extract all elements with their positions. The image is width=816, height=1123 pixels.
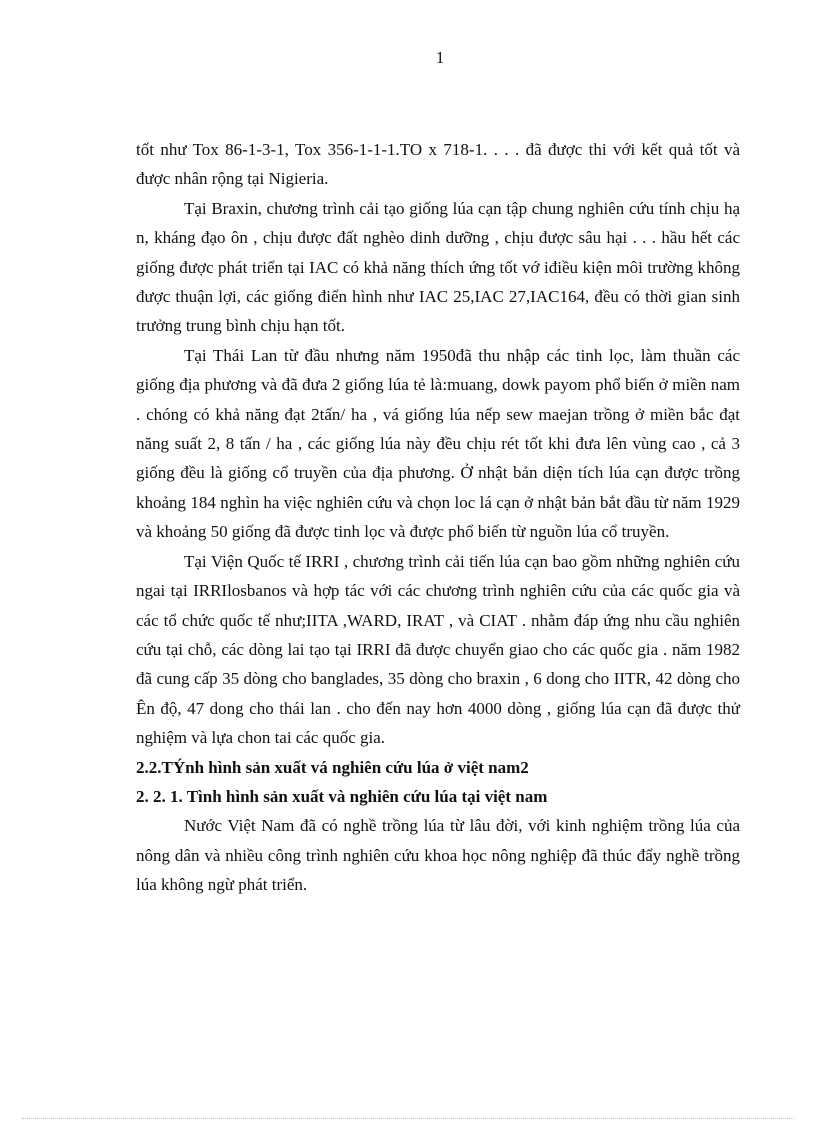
paragraph-continuation: tốt như Tox 86-1-3-1, Tox 356-1-1-1.TO x 718-1. . . . đã được thi với kết quả tốt và được nhân rộng tại Nigieria.	[136, 140, 740, 189]
paragraph-vietnam: Nước Việt Nam đã có nghề trồng lúa từ lâu đời, với kinh nghiệm trồng lúa của nông dân và nhiều công trình nghiên cứu khoa học nông nghiệp đã thúc đẩy nghề trồng lúa không ngừ phát triển.	[136, 816, 740, 895]
page-number: 1	[435, 48, 445, 67]
paragraph-thailand-japan: Tại Thái Lan từ đầu nhưng năm 1950đã thu nhập các tinh lọc, làm thuần các giống địa phương và đã đưa 2 giống lúa tẻ là:muang, dowk payom phổ biến ở miền nam . chóng có khả năng đạt 2tấn/ ha , vá giống lúa nếp sew maejan trồng ở miền bắc đạt năng suất 2, 8 tấn / ha , các giống lúa này đều chịu rét tốt khi đưa lên vùng cao , cả 3 giống đều là giống cổ truyền của địa phương. Ở nhật bản diện tích lúa cạn được trồng khoảng 184 nghìn ha việc nghiên cứu và chọn loc lá cạn ở nhật bản bắt đầu từ năm 1929 và khoảng 50 giống đã được tinh lọc và được phổ biến từ nguồn lúa cổ truyền.	[136, 345, 740, 542]
paragraph-irri: Tại Viện Quốc tế IRRI , chương trình cải tiến lúa cạn bao gồm những nghiên cứu ngai tại IRRIlosbanos và hợp tác với các chương trình nghiên cứu của các quốc gia và các tổ chức quốc tế như;IITA ,WARD, IRAT , và CIAT . nhằm đáp ứng nhu cầu nghiên cứu tại chỗ, các dòng lai tạo tại IRRI đã được chuyển giao cho các quốc gia . năm 1982 đã cung cấp 35 dòng cho banglades, 35 dòng cho braxin , 6 dong cho IITR, 42 dòng cho Ên độ, 47 dong cho thái lan . cho đến nay hơn 4000 dòng , giống lúa cạn đã được thử nghiệm và lựa chon tai các quốc gia.	[136, 551, 740, 748]
paragraph-braxin: Tại Braxin, chương trình cải tạo giống lúa cạn tập chung nghiên cứu tính chịu hạ n, kháng đạo ôn , chịu được đất nghèo dinh dưỡng , chịu được sâu hại . . . hầu hết các giống được phát triển tại IAC có khả năng thích ứng tốt vớ iđiều kiện môi trường không được thuận lợi, các giống điển hình như IAC 25,IAC 27,IAC164, đều có thời gian sinh trưởng trung bình chịu hạn tốt.	[136, 198, 740, 336]
subsection-heading: 2. 2. 1. Tình hình sản xuất và nghiên cứu lúa tại việt nam	[136, 786, 548, 806]
section-heading: 2.2.TÝnh hình sản xuất vá nghiên cứu lúa ở việt nam2	[136, 757, 529, 777]
document-body	[136, 135, 740, 900]
page-bottom-divider	[22, 1118, 794, 1119]
